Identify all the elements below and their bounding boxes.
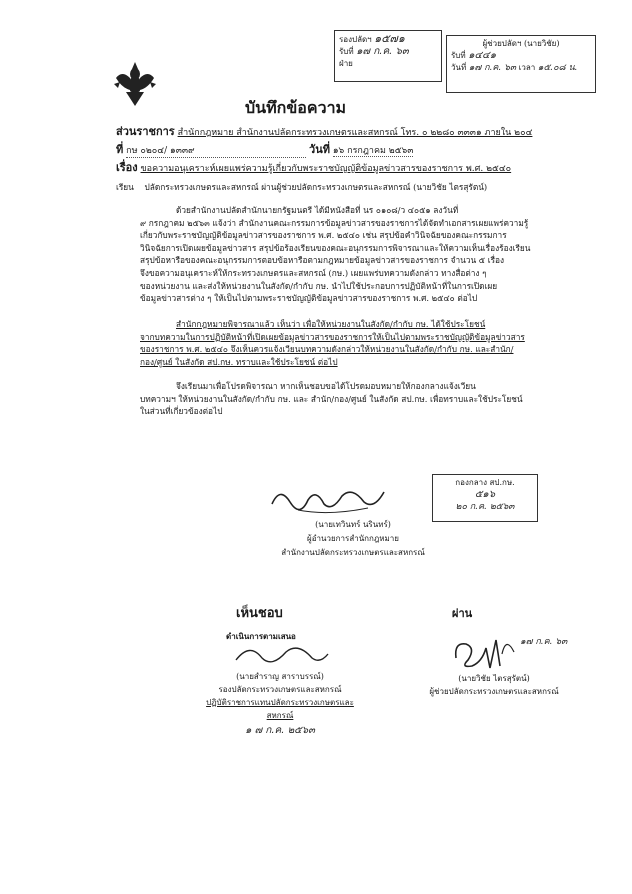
paragraph-line: จึงเรียนมาเพื่อโปรดพิจารณา หากเห็นชอบขอได้โปรดมอบหมายให้กองกลางแจ้งเวียน xyxy=(176,381,476,391)
paragraph-line: ของราชการ พ.ศ. ๒๕๔๐ จึงเห็นควรแจ้งเวียนบทความดังกล่าวให้หน่วยงานในสังกัด/กำกับ กษ. และสำนัก/ xyxy=(140,344,514,355)
stamp-label: วันที่ xyxy=(451,63,467,72)
stamp-label: รับที่ xyxy=(339,47,354,56)
agency-value: สำนักกฎหมาย สำนักงานปลัดกระทรวงเกษตรและสหกรณ์ โทร. ๐ ๒๒๘๐ ๓๓๓๑ ภายใน ๒๐๔ xyxy=(177,128,533,138)
paragraph-line: ในส่วนที่เกี่ยวข้องต่อไป xyxy=(140,406,223,417)
date-value: ๑๖ กรกฎาคม ๒๕๖๓ xyxy=(332,146,414,156)
paragraph-line: กอง/ศูนย์ ในสังกัด สป.กษ. ทราบและใช้ประโยชน์ ต่อไป xyxy=(140,356,338,367)
stamp-value: ๑๗ ก.ค. ๖๓ xyxy=(468,63,517,73)
signed-date: ๑ ๗ ก.ค. ๒๕๖๓ xyxy=(245,725,315,736)
received-stamp-central xyxy=(432,474,538,522)
via-label: ผ่าน xyxy=(452,607,473,620)
signer-name: (นายสำราญ สาราบรรณ์) xyxy=(236,672,324,681)
received-stamp-deputy xyxy=(334,30,442,82)
stamp-label: รองปลัดฯ xyxy=(339,35,372,44)
stamp-value: ๒๐ ก.ค. ๒๕๖๓ xyxy=(455,502,515,512)
paragraph-request xyxy=(140,380,540,418)
to-value: ปลัดกระทรวงเกษตรและสหกรณ์ ผ่านผู้ช่วยปลัดกระทรวงเกษตรและสหกรณ์ (นายวิชัย ไตรสุรัตน์) xyxy=(144,182,488,192)
garuda-emblem-icon xyxy=(112,60,158,108)
subject-value: ขอความอนุเคราะห์เผยแพร่ความรู้เกี่ยวกับพระราชบัญญัติข้อมูลข่าวสารของราชการ พ.ศ. ๒๕๔๐ xyxy=(140,164,512,174)
ref-row xyxy=(116,140,413,158)
ref-label: ที่ xyxy=(116,143,124,156)
stamp-value: ๑๕๗๑ xyxy=(374,32,405,45)
paragraph-background xyxy=(140,204,540,305)
signer-name: (นายวิชัย ไตรสุรัตน์) xyxy=(458,674,530,683)
stamp-label: เวลา xyxy=(518,63,536,72)
signature-deputy xyxy=(232,640,332,670)
paragraph-line: วินิจฉัยการเปิดเผยข้อมูลข่าวสาร สรุปข้อร้องเรียนของคณะอนุกรรมการพิจารณาและให้ความเห็นเรื่องร้องเรียน xyxy=(140,242,531,253)
paragraph-line: ข้อมูลข่าวสารต่าง ๆ ให้เป็นไปตามพระราชบัญญัติข้อมูลข่าวสารของราชการ พ.ศ. ๒๕๔๐ ต่อไป xyxy=(140,293,478,304)
signer-position: ผู้อำนวยการสำนักกฎหมาย xyxy=(307,534,399,543)
stamp-title: กองกลาง สป.กษ. xyxy=(455,478,515,487)
assistant-handnote: ๑๗ ก.ค. ๖๓ xyxy=(520,637,568,647)
paragraph-line: สำนักกฎหมายพิจารณาแล้ว เห็นว่า เพื่อให้หน่วยงานในสังกัด/กำกับ กษ. ได้ใช้ประโยชน์ xyxy=(176,319,486,329)
paragraph-line: เกี่ยวกับพระราชบัญญัติข้อมูลข่าวสารของราชการ พ.ศ. ๒๕๔๐ เช่น สรุปข้อคำวินิจฉัยของคณะกรรมการ xyxy=(140,230,507,241)
to-label: เรียน xyxy=(116,182,134,192)
paragraph-consideration xyxy=(140,318,540,368)
paragraph-line: บทความฯ ให้หน่วยงานในสังกัด/กำกับ กษ. และ สำนัก/กอง/ศูนย์ ในสังกัด สป.กษ. เพื่อทราบและใช้ประโยชน์ xyxy=(140,393,523,404)
paragraph-line: ของหน่วยงาน และส่งให้หน่วยงานในสังกัด/กำกับ กษ. นำไปใช้ประกอบการปฏิบัติหน้าที่ในการเปิดเผย xyxy=(140,280,498,291)
signer-position: รองปลัดกระทรวงเกษตรและสหกรณ์ xyxy=(218,685,342,694)
signer-assistant-block xyxy=(414,672,574,698)
signer-position: ผู้ช่วยปลัดกระทรวงเกษตรและสหกรณ์ xyxy=(429,687,559,696)
signer-director-block xyxy=(258,518,448,560)
approval-title: เห็นชอบ xyxy=(236,606,283,621)
subject-label: เรื่อง xyxy=(116,161,138,174)
paragraph-line: จึงขอความอนุเคราะห์ให้กระทรวงเกษตรและสหกรณ์ (กษ.) เผยแพร่บทความดังกล่าว ทางสื่อต่าง ๆ xyxy=(140,267,487,278)
signer-acting: ปฏิบัติราชการแทนปลัดกระทรวงเกษตรและสหกรณ์ xyxy=(206,698,354,720)
approval-sub: ดำเนินการตามเสนอ xyxy=(226,631,296,641)
paragraph-line: สรุปข้อหารือของคณะอนุกรรมการตอบข้อหารือตามกฎหมายข้อมูลข่าวสารของราชการ จำนวน ๕ เรื่อง xyxy=(140,255,505,266)
stamp-value: ๑๕.๐๘ น. xyxy=(537,63,578,73)
agency-row xyxy=(116,122,532,140)
paragraph-line: จากบทความในการปฏิบัติหน้าที่เปิดเผยข้อมูลข่าวสารของราชการให้เป็นไปตามพระราชบัญญัติข้อมูลข่าวสาร xyxy=(140,331,525,342)
signature-director xyxy=(268,482,388,518)
agency-label: ส่วนราชการ xyxy=(116,125,175,138)
stamp-title: ผู้ช่วยปลัดฯ (นายวิชัย) xyxy=(482,39,560,48)
stamp-value: ๑๗ ก.ค. ๖๓ xyxy=(356,46,409,57)
signer-name: (นายเทวินทร์ นรินทร์) xyxy=(315,520,391,529)
to-row xyxy=(116,180,487,194)
date-label: วันที่ xyxy=(309,143,330,156)
paragraph-line: ด้วยสำนักงานปลัดสำนักนายกรัฐมนตรี ได้มีหนังสือที่ นร ๐๑๐๘/ว ๔๐๕๑ ลงวันที่ xyxy=(176,205,459,215)
stamp-label: รับที่ xyxy=(451,51,466,60)
signer-deputy-block xyxy=(200,670,360,737)
paragraph-line: ๙ กรกฎาคม ๒๕๖๓ แจ้งว่า สำนักงานคณะกรรมการข้อมูลข่าวสารของราชการได้จัดทำเอกสารเผยแพร่ความรู้ xyxy=(140,217,529,228)
received-stamp-assistant xyxy=(446,35,596,93)
ref-value: กษ ๐๒๐๔/ ๑๓๓๙ xyxy=(126,143,306,158)
memo-title: บันทึกข้อความ xyxy=(245,98,347,117)
subject-row xyxy=(116,158,511,176)
stamp-value: ๕๑๖ xyxy=(474,489,496,500)
stamp-label: ฝ่าย xyxy=(339,59,353,68)
stamp-value: ๑๔๔๑ xyxy=(468,50,497,61)
signer-org: สำนักงานปลัดกระทรวงเกษตรและสหกรณ์ xyxy=(281,548,425,557)
